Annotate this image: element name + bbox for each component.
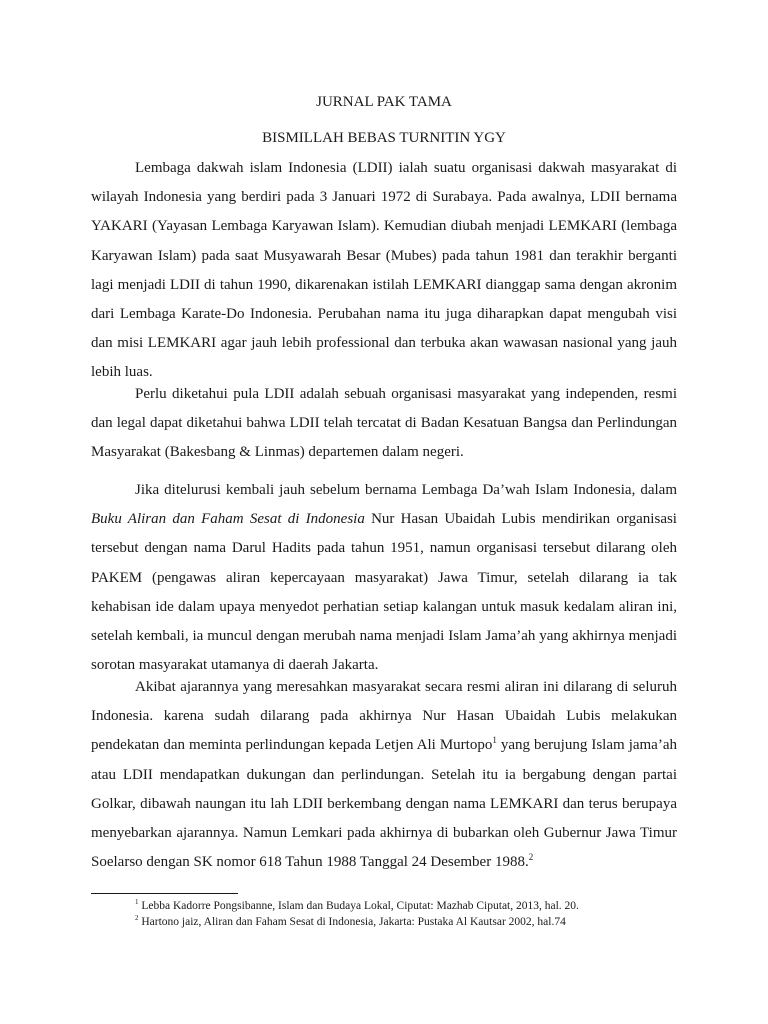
document-subtitle: BISMILLAH BEBAS TURNITIN YGY: [262, 130, 506, 146]
paragraph-4-text-a: Akibat ajarannya yang meresahkan masyarakat secara resmi aliran ini dilarang di seluruh Indonesia. karena sudah dilarang pada akhirnya Nur Hasan Ubaidah Lubis melakukan pendekatan dan meminta perlindungan kepada Letjen Ali Murtopo: [91, 679, 677, 754]
document-title: JURNAL PAK TAMA: [316, 94, 452, 110]
paragraph-4: [91, 673, 677, 877]
footnote-2-mark: 2: [135, 914, 139, 923]
footnote-2: [135, 914, 675, 930]
footnote-ref-2[interactable]: 2: [528, 852, 534, 863]
footnote-separator: [91, 893, 238, 894]
footnote-1-mark: 1: [135, 898, 139, 907]
paragraph-3-text-a: Jika ditelurusi kembali jauh sebelum bernama Lembaga Da’wah Islam Indonesia, dalam: [135, 482, 677, 498]
paragraph-2: Perlu diketahui pula LDII adalah sebuah organisasi masyarakat yang independen, resmi dan legal dapat diketahui bahwa LDII telah tercatat di Badan Kesatuan Bangsa dan Perlindungan Masyarakat (Bakesbang & Linmas) departemen dalam negeri.: [91, 386, 677, 461]
paragraph-3: [91, 476, 677, 680]
paragraph-3-text-b: Nur Hasan Ubaidah Lubis mendirikan organisasi tersebut dengan nama Darul Hadits pada tahun 1951, namun organisasi tersebut dilarang oleh PAKEM (pengawas aliran kepercayaan masyarakat) Jawa Timur, setelah dilarang ia tak kehabisan ide dalam upaya menyedot perhatian setiap kalangan untuk masuk kedalam aliran ini, setelah kembali, ia muncul dengan merubah nama menjadi Islam Jama’ah yang akhirnya menjadi sorotan masyarakat utamanya di daerah Jakarta.: [91, 511, 677, 674]
footnote-ref-1[interactable]: 1: [492, 735, 497, 746]
footnote-1: [135, 898, 675, 914]
footnote-2-text: Hartono jaiz, Aliran dan Faham Sesat di Indonesia, Jakarta: Pustaka Al Kautsar 2002, hal.74: [138, 916, 566, 928]
paragraph-4-text-b: yang berujung Islam jama’ah atau LDII mendapatkan dukungan dan perlindungan. Setelah itu ia bergabung dengan partai Golkar, dibawah naungan itu lah LDII berkembang dengan nama LEMKARI dan terus berupaya menyebarkan ajarannya. Namun Lemkari pada akhirnya di bubarkan oleh Gubernur Jawa Timur Soelarso dengan SK nomor 618 Tahun 1988 Tanggal 24 Desember 1988.: [91, 737, 677, 871]
paragraph-1: Lembaga dakwah islam Indonesia (LDII) ialah suatu organisasi dakwah masyarakat di wilayah Indonesia yang berdiri pada 3 Januari 1972 di Surabaya. Pada awalnya, LDII bernama YAKARI (Yayasan Lembaga Karyawan Islam). Kemudian diubah menjadi LEMKARI (lembaga Karyawan Islam) pada saat Musyawarah Besar (Mubes) pada tahun 1981 dan terakhir berganti lagi menjadi LDII di tahun 1990, dikarenakan istilah LEMKARI dianggap sama dengan akronim dari Lembaga Karate-Do Indonesia. Perubahan nama itu juga diharapkan dapat mengubah visi dan misi LEMKARI agar jauh lebih professional dan terbuka akan wawasan nasional yang jauh lebih luas.: [91, 160, 677, 381]
book-title-italic: Buku Aliran dan Faham Sesat di Indonesia: [91, 511, 365, 528]
footnote-1-text: Lebba Kadorre Pongsibanne, Islam dan Budaya Lokal, Ciputat: Mazhab Ciputat, 2013, hal. 20.: [138, 900, 579, 912]
